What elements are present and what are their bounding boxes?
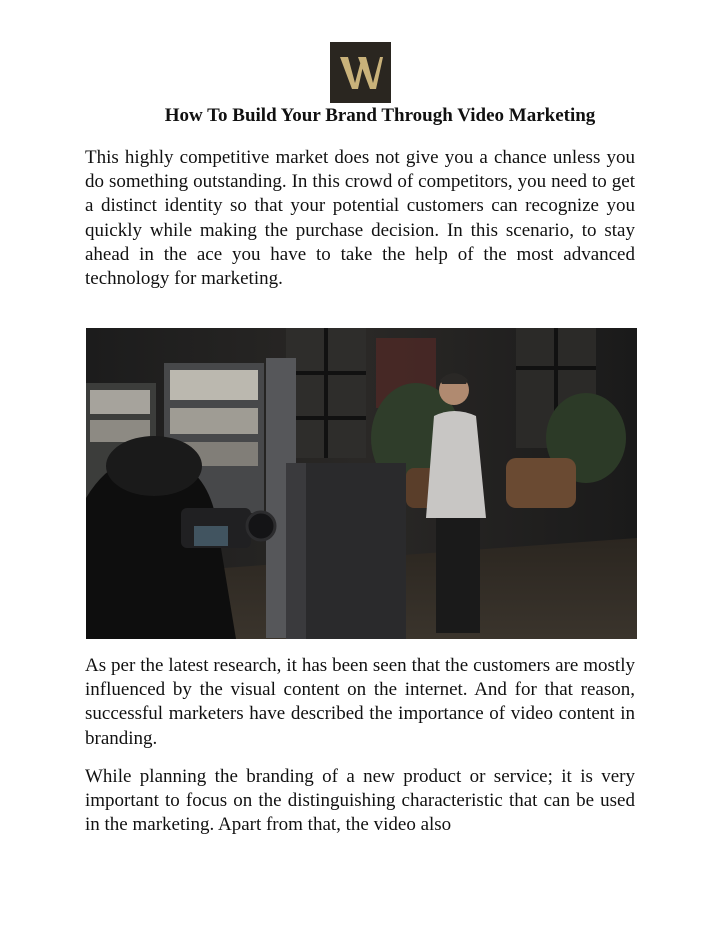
video-shoot-photo — [86, 328, 637, 639]
article-title: How To Build Your Brand Through Video Marketing — [164, 105, 596, 126]
paragraph-intro: This highly competitive market does not give you a chance unless you do something outstanding. In this crowd of competitors, you need to get a distinct identity so that your potential customers can recognize you quickly while making the purchase decision. In this scenario, to stay ahead in the ace you have to take the help of the most advanced technology for marketing. — [85, 147, 635, 290]
paragraph-planning: While planning the branding of a new product or service; it is very important to focus on the distinguishing characteristic that can be used in the marketing. Apart from that, the video also — [85, 766, 635, 836]
photo-illustration — [86, 328, 637, 639]
wm-monogram-logo-icon — [338, 53, 384, 93]
paragraph-research: As per the latest research, it has been seen that the customers are mostly influenced by the visual content on the internet. And for that reason, successful marketers have described the importance of video content in branding. — [85, 655, 635, 749]
brand-logo — [330, 42, 391, 103]
